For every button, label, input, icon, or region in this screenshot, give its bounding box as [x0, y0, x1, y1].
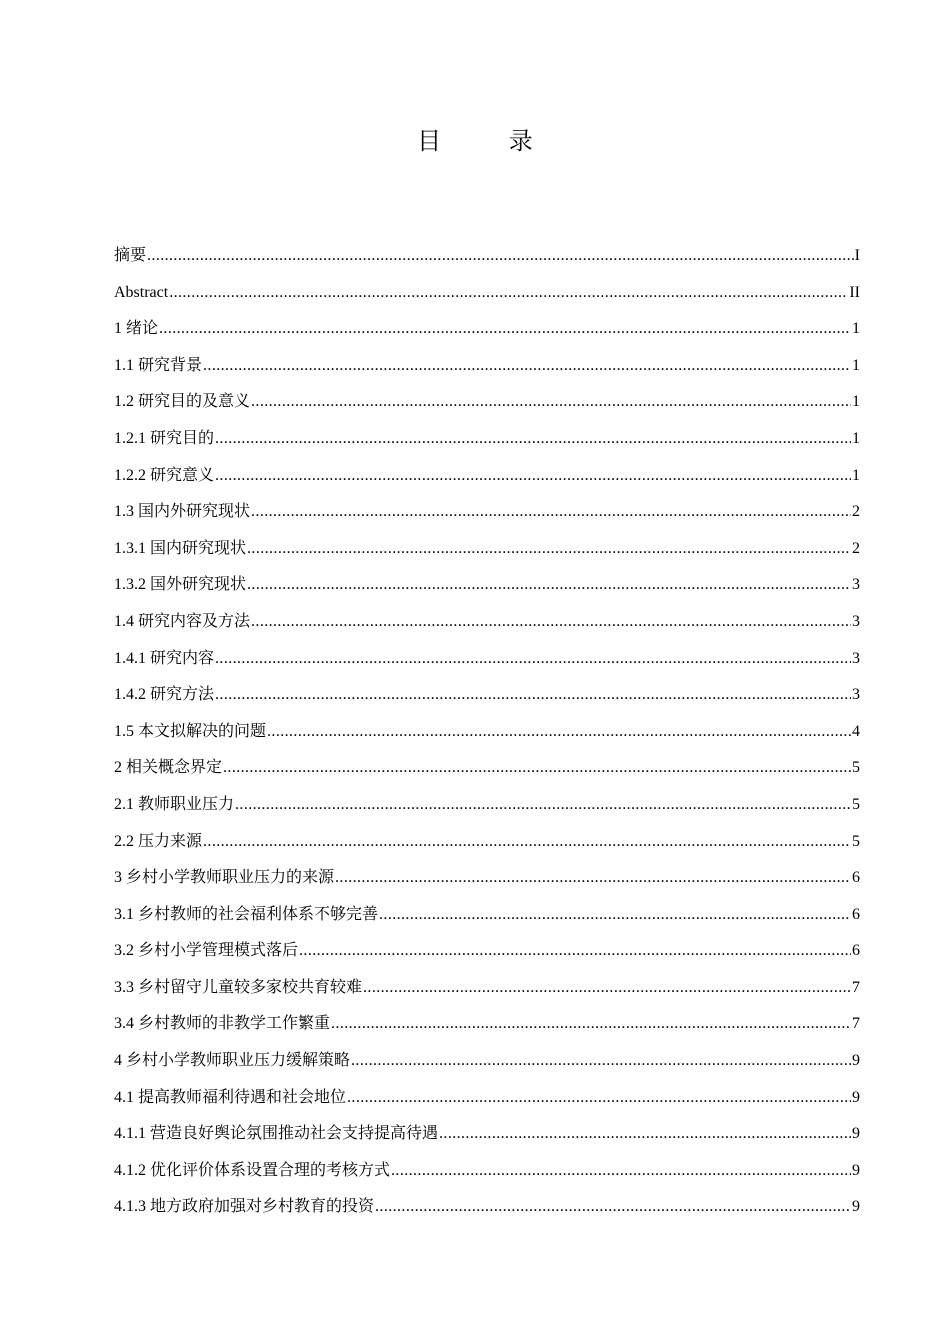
toc-dot-leader: [347, 1080, 851, 1117]
toc-entry[interactable]: [114, 824, 860, 861]
toc-entry-page-number: 9: [852, 1198, 860, 1216]
toc-entry-label: 1.3 国内外研究现状: [114, 503, 251, 521]
toc-entry-label: 1.3.2 国外研究现状: [114, 576, 247, 594]
toc-entry-page-number: 3: [852, 686, 860, 704]
toc-entry[interactable]: [114, 641, 860, 678]
toc-entry-page-number: 2: [852, 503, 860, 521]
toc-entry-page-number: 6: [852, 869, 860, 887]
toc-entry-page-number: 4: [852, 722, 860, 740]
toc-dot-leader: [379, 897, 851, 934]
toc-entry-page-number: 1: [852, 356, 860, 374]
toc-entry-page-number: I: [854, 247, 860, 264]
toc-entry[interactable]: [114, 897, 860, 934]
toc-entry-page-number: 7: [852, 978, 860, 996]
toc-dot-leader: [223, 750, 851, 787]
toc-entry[interactable]: [114, 531, 860, 568]
toc-entry-label: 1.2.2 研究意义: [114, 466, 215, 484]
toc-dot-leader: [251, 604, 851, 641]
toc-entry-label: 1.2.1 研究目的: [114, 429, 215, 447]
toc-entry[interactable]: [114, 1080, 860, 1117]
toc-dot-leader: [391, 1153, 851, 1190]
toc-entry-label: 1.4.1 研究内容: [114, 649, 215, 667]
toc-entry-page-number: 6: [852, 942, 860, 960]
toc-entry-label: 1 绪论: [114, 320, 159, 338]
toc-dot-leader: [299, 933, 851, 970]
toc-entry[interactable]: [114, 860, 860, 897]
toc-entry-label: 1.5 本文拟解决的问题: [114, 722, 267, 740]
toc-entry[interactable]: [114, 275, 860, 312]
toc-entry[interactable]: [114, 677, 860, 714]
toc-entry-page-number: 3: [852, 576, 860, 594]
toc-entry-label: 1.3.1 国内研究现状: [114, 539, 247, 557]
toc-entry-label: 1.4 研究内容及方法: [114, 612, 251, 630]
toc-dot-leader: [251, 384, 851, 421]
toc-entry[interactable]: [114, 1116, 860, 1153]
toc-entry[interactable]: [114, 604, 860, 641]
toc-entry-page-number: 9: [852, 1052, 860, 1070]
toc-entry-label: 3.1 乡村教师的社会福利体系不够完善: [114, 905, 379, 923]
toc-dot-leader: [251, 494, 851, 531]
toc-entry-page-number: 5: [852, 795, 860, 813]
toc-entry-label: 4 乡村小学教师职业压力缓解策略: [114, 1052, 351, 1070]
toc-dot-leader: [439, 1116, 851, 1153]
toc-entry-page-number: 3: [852, 649, 860, 667]
toc-entry[interactable]: [114, 714, 860, 751]
toc-entry[interactable]: [114, 787, 860, 824]
toc-entry[interactable]: [114, 384, 860, 421]
toc-entry-page-number: 1: [852, 429, 860, 447]
toc-dot-leader: [267, 714, 851, 751]
toc-dot-leader: [247, 531, 851, 568]
toc-entry-page-number: 5: [852, 832, 860, 850]
toc-dot-leader: [247, 567, 851, 604]
toc-entry-label: 3.2 乡村小学管理模式落后: [114, 942, 299, 960]
toc-entry-label: 1.1 研究背景: [114, 356, 203, 374]
toc-entry-label: 4.1.3 地方政府加强对乡村教育的投资: [114, 1198, 375, 1216]
toc-entry[interactable]: [114, 1189, 860, 1226]
toc-entry[interactable]: [114, 421, 860, 458]
table-of-contents: [114, 238, 860, 1226]
toc-entry-label: 4.1.2 优化评价体系设置合理的考核方式: [114, 1161, 391, 1179]
toc-entry[interactable]: [114, 1043, 860, 1080]
toc-dot-leader: [335, 860, 851, 897]
toc-entry-page-number: 1: [852, 466, 860, 484]
toc-dot-leader: [147, 238, 854, 275]
toc-dot-leader: [215, 421, 851, 458]
toc-dot-leader: [215, 677, 851, 714]
toc-dot-leader: [159, 311, 851, 348]
toc-entry-label: 摘要: [114, 247, 147, 264]
toc-entry[interactable]: [114, 311, 860, 348]
toc-entry[interactable]: [114, 1006, 860, 1043]
toc-entry[interactable]: [114, 750, 860, 787]
toc-entry-label: Abstract: [114, 283, 169, 301]
toc-dot-leader: [215, 458, 851, 495]
toc-entry[interactable]: [114, 494, 860, 531]
toc-entry-page-number: 1: [852, 320, 860, 338]
toc-entry-page-number: 9: [852, 1088, 860, 1106]
toc-entry-label: 2.2 压力来源: [114, 832, 203, 850]
toc-entry-page-number: 9: [852, 1161, 860, 1179]
toc-dot-leader: [331, 1006, 851, 1043]
toc-entry[interactable]: [114, 348, 860, 385]
toc-entry[interactable]: [114, 933, 860, 970]
toc-entry-page-number: 7: [852, 1015, 860, 1033]
toc-entry-page-number: 3: [852, 612, 860, 630]
toc-dot-leader: [203, 348, 851, 385]
toc-entry-label: 3.3 乡村留守儿童较多家校共育较难: [114, 978, 363, 996]
toc-dot-leader: [169, 275, 848, 312]
toc-entry-label: 2 相关概念界定: [114, 759, 223, 777]
toc-entry-page-number: 9: [852, 1125, 860, 1143]
toc-entry-label: 3.4 乡村教师的非教学工作繁重: [114, 1015, 331, 1033]
toc-entry-label: 4.1.1 营造良好舆论氛围推动社会支持提高待遇: [114, 1125, 439, 1143]
toc-entry-page-number: 2: [852, 539, 860, 557]
toc-entry-label: 3 乡村小学教师职业压力的来源: [114, 869, 335, 887]
toc-dot-leader: [375, 1189, 851, 1226]
toc-dot-leader: [235, 787, 851, 824]
toc-entry[interactable]: [114, 970, 860, 1007]
toc-entry-page-number: 5: [852, 759, 860, 777]
toc-entry-label: 1.2 研究目的及意义: [114, 393, 251, 411]
toc-entry-page-number: 1: [852, 393, 860, 411]
toc-entry[interactable]: [114, 458, 860, 495]
toc-dot-leader: [203, 824, 851, 861]
toc-entry-label: 1.4.2 研究方法: [114, 686, 215, 704]
toc-entry-label: 4.1 提高教师福利待遇和社会地位: [114, 1088, 347, 1106]
toc-entry[interactable]: [114, 567, 860, 604]
toc-entry-label: 2.1 教师职业压力: [114, 795, 235, 813]
toc-entry-page-number: 6: [852, 905, 860, 923]
toc-entry[interactable]: [114, 1153, 860, 1190]
toc-entry-page-number: II: [849, 283, 860, 301]
toc-entry[interactable]: [114, 238, 860, 275]
toc-dot-leader: [215, 641, 851, 678]
toc-dot-leader: [351, 1043, 851, 1080]
toc-dot-leader: [363, 970, 851, 1007]
page-title: 目 录: [417, 127, 563, 155]
